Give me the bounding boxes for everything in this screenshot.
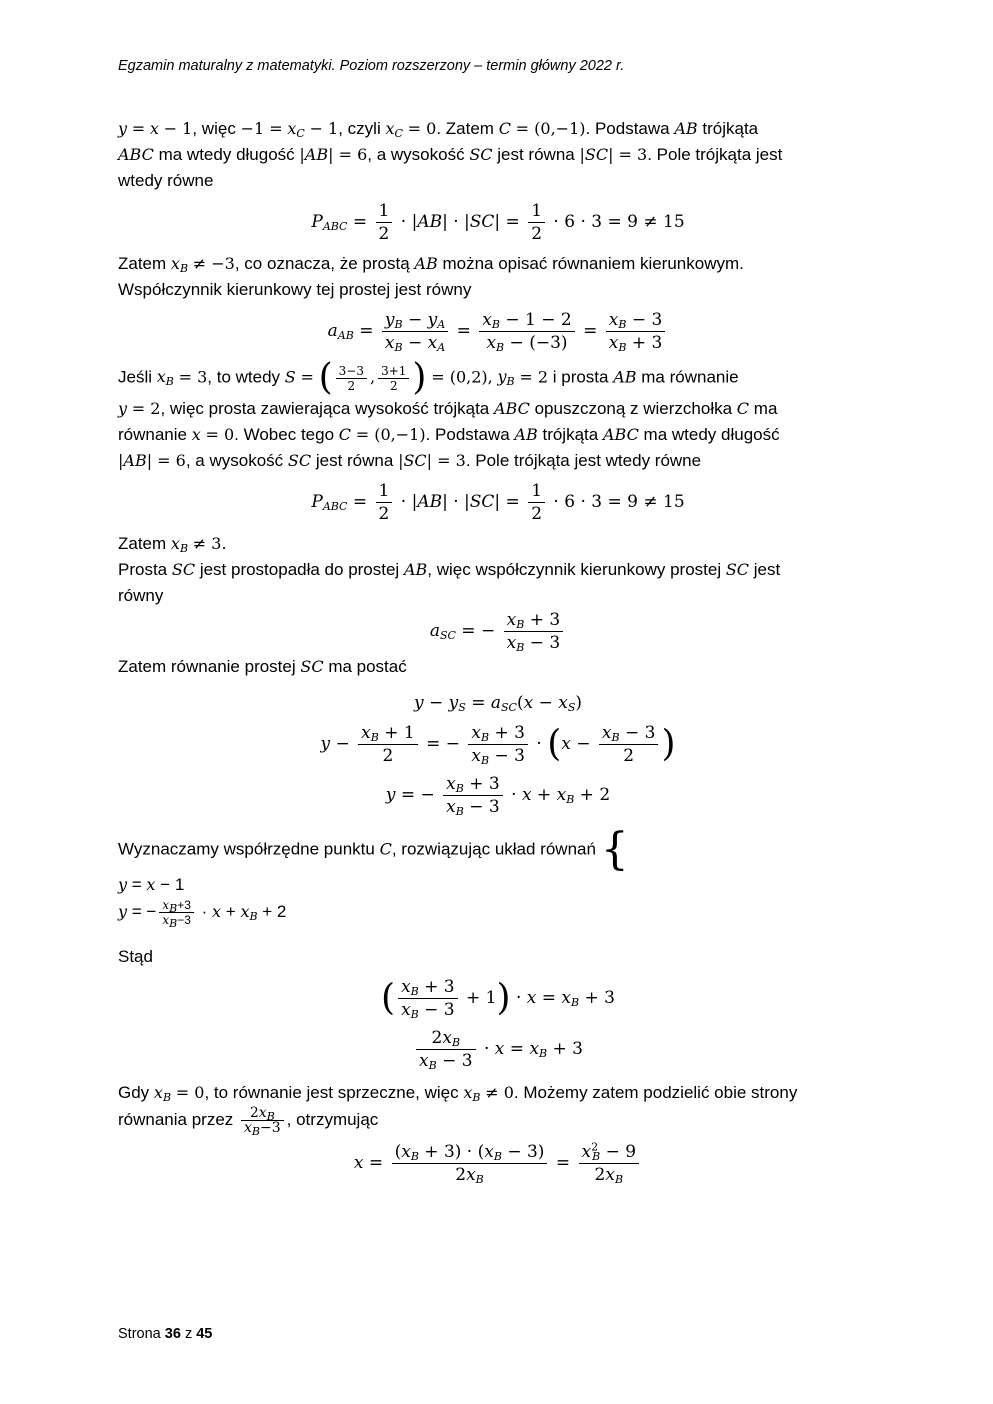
formula-line-sc-1: $y - y_S = a_{SC}(x - x_S)$ [413,693,583,714]
page-header: Egzamin maturalny z matematyki. Poziom rozszerzony – termin główny 2022 r. [118,58,625,74]
equation-system: { [600,824,629,875]
solution-content: y = x − 1, więc $-1 = x_C - 1$, czyli $x_C = 0$. Zatem C = (0,−1). Podstawa AB trójkąta ABC ma wtedy długość |AB| = 6, a wysokość SC jest równa |SC| = 3. Pole trójkąta jest wtedy równe $P_{ABC}$ = $\frac{1}{2}$ · |AB| · |SC| = $\frac{1}{2}$ · 6 · 3 = 9 ≠ 15 Zatem $x_B \ne -3$, co oznacza, że prostą AB można opisać równaniem kierunkowym. Współczynnik kierunkowy tej prostej jest równy $a_{AB}$ = $\frac{y_B - y_A}{x_B - x_A}$ = $\frac{x_B - 1 - 2}{x_B - (-3)}$ = $\frac{x_B - 3}{x_B + 3}$ Jeśli $x_B = 3$, to wtedy S = ( $\frac{3-3}{2}$ , $\frac{3+1}{2}$ ) = (0,2), $y_B = 2$ i prosta AB ma równanie y = 2, więc prosta zawierająca wysokość trójkąta ABC opuszczoną z wierzchołka C ma równanie x = 0. Wobec tego C = (0,−1). Podstawa AB trójkąta ABC ma wtedy długość |AB| = 6, a wysokość SC jest równa |SC| = 3. Pole trójkąta jest wtedy równe $P_{ABC}$ = $\frac{1}{2}$ · |AB| · |SC| = $\frac{1}{2}$ · 6 · 3 = 9 ≠ 15 Zatem $x_B \ne 3$. Prosta SC jest prostopadła do prostej AB, więc współczynnik kierunkowy prostej SC jest równy $a_{SC}$ = − $\frac{x_B + 3}{x_B - 3}$ Zatem równanie prostej SC ma postać $y - y_S = a_{SC}(x - x_S)$ y − $\frac{x_B + 1}{2}$ = − $\frac{x_B + 3}{x_B - 3}$ · (x − $\frac{x_B - 3}{2}$ ) y = − $\frac{x_B + 3}{x_B - 3}$ · $x + x_B + 2$ Wyznaczamy współrzędne punktu C, rozwiązując układ równań { y = x − 1 y = − $\frac{x_B+3}{x_B-3}$ · $x + x_B + 2$ Stąd ( $\frac{x_B + 3}{x_B - 3}$ + $1) \cdot x = x_B + 3$ $\frac{2x_B}{x_B - 3}$ · $x = x_B + 3$ Gdy $x_B = 0$, to równanie jest sprzeczne, więc $x_B \ne 0$. Możemy zatem podzielić obie strony równania przez $\frac{2x_B}{x_B-3}$ , otrzymując x = $\frac{(x_B + 3) \cdot (x_B - 3)}{2x_B}$ = $\frac{x^2_B - 9}{2x_B}$ [118,116,878,1192]
paragraph-2: Zatem $x_B \ne -3$, co oznacza, że prostą AB można opisać równaniem kierunkowym. Współczynnik kierunkowy tej prostej jest równy [118,254,744,299]
formula-area-2: $P_{ABC}$ = $\frac{1}{2}$ · |AB| · |SC| = $\frac{1}{2}$ · 6 · 3 = 9 ≠ 15 [311,481,685,524]
paragraph-3: Jeśli $x_B = 3$, to wtedy S = ( $\frac{3-3}{2}$ , $\frac{3+1}{2}$ ) = (0,2), $y_B = 2$ i prosta AB ma równanie y = 2, więc prosta zawierająca wysokość trójkąta ABC opuszczoną z wierzchołka C ma równanie x = 0. Wobec tego C = (0,−1). Podstawa AB trójkąta ABC ma wtedy długość |AB| = 6, a wysokość SC jest równa |SC| = 3. Pole trójkąta jest wtedy równe [118,357,780,470]
formula-line-sc-2: y − $\frac{x_B + 1}{2}$ = − $\frac{x_B + 3}{x_B - 3}$ · (x − $\frac{x_B - 3}{2}$ ) [320,723,676,767]
page-footer: Strona 36 z 45 [118,1326,213,1342]
formula-area-1: $P_{ABC}$ = $\frac{1}{2}$ · |AB| · |SC| = $\frac{1}{2}$ · 6 · 3 = 9 ≠ 15 [311,201,685,244]
formula-slope-sc: $a_{SC}$ = − $\frac{x_B + 3}{x_B - 3}$ [118,609,878,654]
formula-line-sc-3: y = − $\frac{x_B + 3}{x_B - 3}$ · $x + x_B + 2$ [385,774,611,818]
paragraph-1: y = x − 1, więc $-1 = x_C - 1$, czyli $x_C = 0$. Zatem C = (0,−1). Podstawa AB trójkąta ABC ma wtedy długość |AB| = 6, a wysokość SC jest równa |SC| = 3. Pole trójkąta jest wtedy równe [118,119,783,190]
paragraph-8: Stąd [118,947,153,966]
formula-solve-1: ( $\frac{x_B + 3}{x_B - 3}$ + $1) \cdot x = x_B + 3$ [381,977,615,1021]
paragraph-4: Zatem $x_B \ne 3$. Prosta SC jest prostopadła do prostej AB, więc współczynnik kierunkowy prostej SC jest równy [118,534,781,605]
formula-slope-ab: $a_{AB}$ = $\frac{y_B - y_A}{x_B - x_A}$ = $\frac{x_B - 1 - 2}{x_B - (-3)}$ = $\frac{x_B - 3}{x_B + 3}$ [118,309,878,354]
formula-x-result: x = $\frac{(x_B + 3) \cdot (x_B - 3)}{2x_B}$ = $\frac{x^2_B - 9}{2x_B}$ [118,1141,878,1186]
paragraph-7: Wyznaczamy współrzędne punktu C, rozwiązując układ równań { [118,824,629,875]
paragraph-6: Zatem równanie prostej SC ma postać [118,657,407,676]
paragraph-9: Gdy $x_B = 0$, to równanie jest sprzeczne, więc $x_B \ne 0$. Możemy zatem podzielić obie strony równania przez $\frac{2x_B}{x_B-3}$ , otrzymując [118,1083,798,1138]
formula-solve-2: $\frac{2x_B}{x_B - 3}$ · $x = x_B + 3$ [118,1027,878,1072]
